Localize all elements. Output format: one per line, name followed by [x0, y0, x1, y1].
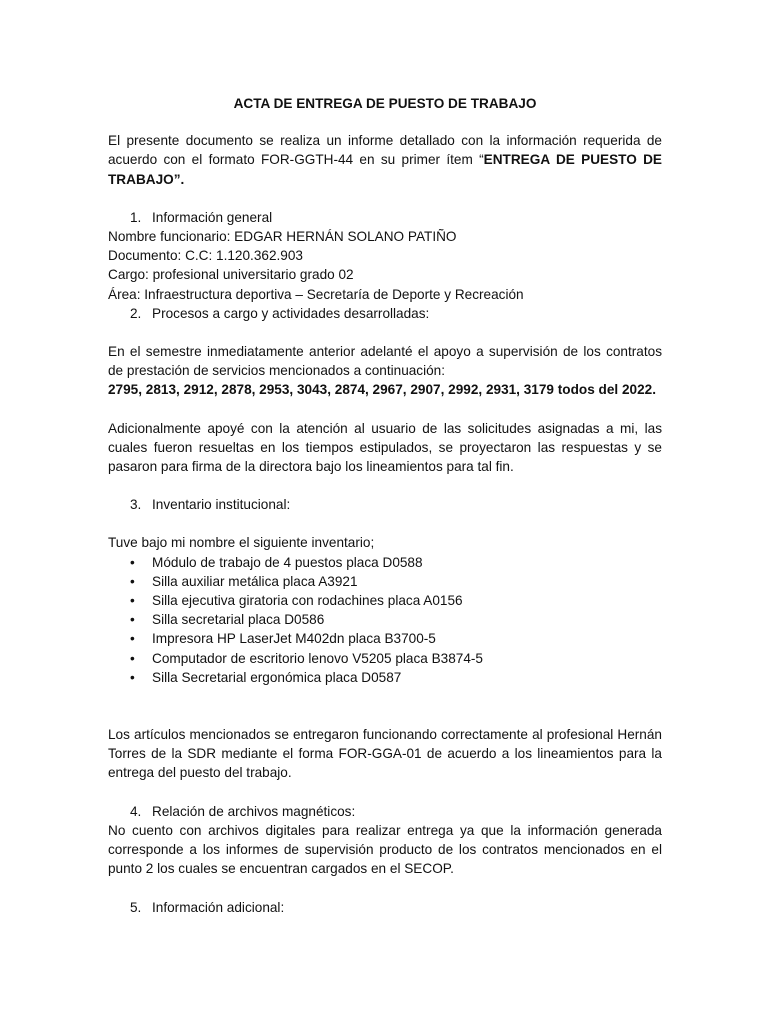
intro-bold-text: ENTREGA DE PUESTO DE TRABAJO”.: [108, 152, 662, 187]
documento-line: Documento: C.C: 1.120.362.903: [108, 248, 303, 264]
section-label: Inventario institucional:: [152, 497, 291, 513]
list-item: [108, 649, 662, 668]
inventory-closing-paragraph: Los artículos mencionados se entregaron funcionando correctamente al profesional Hernán Torres de la SDR mediante el forma FOR-GGA-01 de acuerdo a los lineamientos para la entrega del puesto del trabajo.: [108, 727, 662, 781]
contracts-list: 2795, 2813, 2912, 2878, 2953, 3043, 2874, 2967, 2907, 2992, 2931, 3179 todos del 2022.: [108, 382, 656, 398]
section-number: 1.: [130, 209, 142, 225]
area-line: Área: Infraestructura deportiva – Secretaría de Deporte y Recreación: [108, 286, 524, 302]
list-item: [108, 629, 662, 648]
section-heading-3: [108, 495, 662, 514]
bullet: •: [130, 593, 135, 609]
section-label: Información adicional:: [152, 899, 285, 915]
processes-paragraph-2: Adicionalmente apoyé con la atención al usuario de las solicitudes asignadas a mi, las cuales fueron resueltas en los tiempos estipulados, se proyectaron las respuestas y se pasaron para firma de la directora bajo los lineamientos para tal fin.: [108, 420, 662, 475]
list-item: [108, 572, 662, 591]
bullet: •: [130, 612, 135, 628]
funcionario-line: Nombre funcionario: EDGAR HERNÁN SOLANO PATIÑO: [108, 229, 457, 245]
list-item: [108, 591, 662, 610]
section-heading-5: [108, 898, 662, 917]
inventory-intro: Tuve bajo mi nombre el siguiente inventario;: [108, 535, 375, 551]
section-number: 3.: [130, 497, 142, 513]
section-number: 2.: [130, 305, 142, 321]
bullet: •: [130, 631, 135, 647]
section-number: 5.: [130, 899, 142, 915]
inventory-item-text: Silla ejecutiva giratoria con rodachines placa A0156: [152, 593, 463, 609]
intro-paragraph: [108, 131, 662, 189]
inventory-item-text: Silla Secretarial ergonómica placa D0587: [152, 669, 402, 685]
section-label: Información general: [152, 209, 273, 225]
section-label: Relación de archivos magnéticos:: [152, 803, 356, 819]
section-heading-4: [108, 802, 662, 821]
bullet: •: [130, 573, 135, 589]
section-label: Procesos a cargo y actividades desarrolladas:: [152, 305, 430, 321]
list-item: [108, 553, 662, 572]
inventory-list: [108, 553, 662, 687]
intro-text: El presente documento se realiza un informe detallado con la información requerida de acuerdo con el formato FOR-GGTH-44 en su primer ítem “: [108, 133, 662, 168]
bullet: •: [130, 650, 135, 666]
document-title: ACTA DE ENTREGA DE PUESTO DE TRABAJO: [233, 96, 537, 111]
cargo-line: Cargo: profesional universitario grado 02: [108, 267, 354, 283]
list-item: [108, 610, 662, 629]
inventory-item-text: Módulo de trabajo de 4 puestos placa D0588: [152, 554, 423, 570]
bullet: •: [130, 669, 135, 685]
inventory-item-text: Computador de escritorio lenovo V5205 placa B3874-5: [152, 650, 483, 666]
processes-paragraph-1: En el semestre inmediatamente anterior adelanté el apoyo a supervisión de los contratos de prestación de servicios mencionados a continuación:: [108, 344, 662, 379]
section-heading-2: [108, 304, 662, 323]
section-number: 4.: [130, 803, 142, 819]
list-item: [108, 668, 662, 687]
section-heading-1: [108, 208, 662, 227]
inventory-item-text: Silla secretarial placa D0586: [152, 612, 325, 628]
document-page: [108, 94, 662, 917]
bullet: •: [130, 554, 135, 570]
spacer: [108, 687, 662, 725]
files-paragraph: No cuento con archivos digitales para realizar entrega ya que la información generada corresponde a los informes de supervisión producto de los contratos mencionados en el punto 2 los cuales se encuentran cargados en el SECOP.: [108, 822, 662, 877]
inventory-item-text: Silla auxiliar metálica placa A3921: [152, 573, 358, 589]
inventory-item-text: Impresora HP LaserJet M402dn placa B3700-5: [152, 631, 436, 647]
